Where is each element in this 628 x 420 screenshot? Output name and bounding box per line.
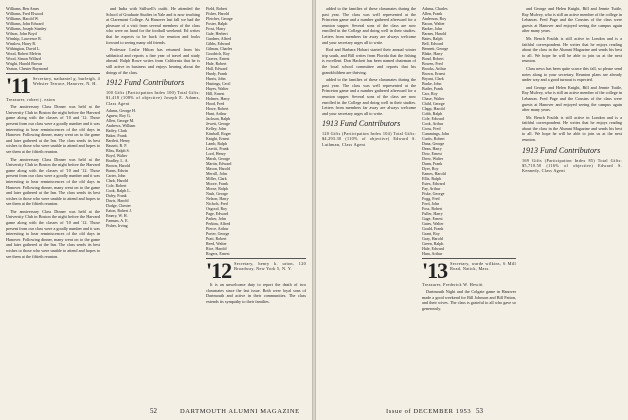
list-item: Gage, Ernest [422,216,443,221]
list-item: Ham, Arthur [422,251,443,256]
list-item: Wright, Harold Brown [6,61,43,66]
class-notes-text: and India with Stillwell's outfit. He attended the School of Graduate Studies in Yale and is now teaching at Claremont College. At Hanover last fall we had the pleasure of a visit from several members of the class who were on hand for the football weekend. Ed writes that he expects to be back for reunion and looks forward to seeing many old friends. [106,6,200,45]
class-treasurer: Treasurer, Frederick W. Hewitt [422,282,483,287]
list-item: Withington, David L. [6,46,41,51]
list-item: Allen, George M. [106,117,135,123]
list-item: Winship, Lawrence R. [6,36,42,41]
list-item: Pratt, Robert [206,236,227,241]
list-item: Williams, Joseph Stanley [6,26,47,31]
list-item: Hill, Ernest [206,91,225,96]
list-item: Parker, John [206,216,226,221]
list-item: Reed, Walter [206,241,227,246]
left-page [0,0,312,420]
class-notes-text: added to the families of these classmates during the past year. The class was well represented at the Princeton game and a number gathered afterward for a reunion supper. Several sons of the class are now enrolled in the College and doing well in their studies. Letters from members far away are always welcome and your secretary urges all to write. [322,6,416,45]
list-item: Hall, Edward [206,66,228,71]
list-item: Jewett, George [206,121,230,126]
list-item: Butler, Frank [422,86,444,91]
list-item: Merrill, John [206,171,227,176]
list-item: Bryant, Clark [422,76,444,81]
list-item: Goodrich, Roy [206,51,230,56]
list-item: Bell, Edward [422,41,444,46]
list-item: Wood, Robert Melvin [6,51,41,56]
list-item: Nelson, Harry [206,196,229,201]
fund-summary: 120 Gifts (Participation Index 104) Total Gifts: $4,293.30 (110% of objective) Edward S. Luthman, Class Agent [322,131,416,147]
list-item: Dow, Ernest [422,151,442,156]
list-item: Harris, John [206,76,226,81]
list-item: Baker, Frank [106,132,127,138]
list-item: Bennett, George [422,46,449,51]
list-item: Clark, Harold [106,177,128,183]
list-item: Marsh, George [206,156,230,161]
list-item: Farnum, A. E. [106,217,129,223]
list-item: Cobb, Ralph [422,111,443,116]
list-item: Miller, Clark [206,176,227,181]
list-item: Ford, John [422,201,440,206]
list-item: Cross, Fred [422,126,441,131]
class-numeral: '12 [206,258,232,283]
list-item: Adams, George H. [106,107,136,113]
class-notes-text: Rod and Barbara Hobart started their annual winter trip south, and Bill writes from Florida that the fishing is excellent. Don Hackett has been named chairman of the local school committee and reports that his grandchildren are thriving. [322,47,416,75]
list-item: Kelley, John [206,126,226,131]
list-item: Fuller, Harry [422,211,443,216]
list-item: Burns, Edwin [106,167,128,173]
right-page [316,0,628,420]
contributor-list [422,6,516,256]
list-item: Andrews, William [106,122,136,128]
list-item: Martin, Edward [206,161,232,166]
list-item: Bond, Robert [422,56,444,61]
list-item: Gilman, Charles [206,46,233,51]
class-notes-text: and George and Helen Knight, Bill and Jennie Tuttle, Ray Mulvey, who is still an active member of the college in Lebanon. Fred Page and the Cousins of the class were guests at Hanover and enjoyed seeing the campus again after many years. [522,84,622,113]
list-item: Burke, John [422,81,442,86]
list-item: Hardy, Frank [206,71,228,76]
contributor-list [106,108,200,228]
list-item: Carter, John [106,172,126,178]
list-item: Cole, Robert [106,182,127,188]
list-item: Fiske, George [422,191,445,196]
list-item: Barker, John [422,26,443,31]
list-item: Emery, W. H. [106,212,128,218]
list-item: Gale, Herbert [206,31,228,36]
left-col-2 [106,6,200,401]
list-item: Rogers, Ernest [206,251,230,256]
list-item: Brown, Harold [106,162,130,168]
list-item: Fogg, Fred [422,196,440,201]
list-item: Foss, Robert [422,206,443,211]
list-item: Brown, Ernest [422,71,446,76]
class-secretary-header: Secretary, warde wilkins, 6 Mill Road, Natick, Mass. [450,261,516,272]
list-item: Morse, Ralph [206,186,228,191]
list-item: Bliss, Ralph S. [106,147,130,153]
contributor-list [206,6,306,256]
class-secretary-header: Secretary, henry k. urion, 120 Broadway, New York 5, N. Y. [234,261,306,272]
list-item: Bates, Ralph [422,36,443,41]
list-item: Page, Edward [206,211,229,216]
list-item: Cook, Ralph L. [106,187,131,193]
class-numeral: '13 [422,258,448,283]
list-item: Agnew, Roy G. [106,112,131,118]
list-item: Williams, Harold W. [6,16,39,21]
list-item: Carr, Roy [422,91,438,96]
list-item: Mason, Harold [206,166,230,171]
class-notes-text: Class news has been quite scarce this fall, so please send notes along to your secretary. Reunion plans are already under way and a good turnout is expected. [522,65,622,83]
list-item: Eaton, Robert J. [106,207,132,213]
list-item: Dodge, Chester [106,202,131,208]
list-item: Fisher, Irving [106,222,128,228]
list-item: Fisher, Harold [206,11,229,16]
page-footer: DARTMOUTH ALUMNI MAGAZINE [180,408,300,415]
page-number: 52 [150,407,157,415]
class-secretary-header: Secretary, nathaniel g. burleigh, 4 Webster Terrace, Hanover, N. H. [32,76,100,87]
list-item: Adams, Charles [422,6,448,11]
class-notes-text: Professor Leslie Hilton has returned from his sabbatical and reports a fine year of travel and study abroad. Ralph Rowe writes from California that he is still active in business and enjoys hearing about the doings of the class. [106,47,200,75]
list-item: Dunn, Frank [422,161,443,166]
list-item: Knight, Ernest [206,136,230,141]
list-item: Cook, Arthur [422,121,444,126]
list-item: Pierce, Arthur [206,226,229,231]
list-item: Williams, John Edward [6,21,44,26]
fund-contributors-title: 1913 Fund Contributors [522,145,601,155]
list-item: Gates, Walter [422,221,444,226]
class-treasurer: Treasurer, robert j. eaton [6,97,55,102]
list-item: Drew, Walter [422,156,444,161]
page-number: 53 [476,407,483,415]
class-notes-text: It is an unwelcome duty to report the death of two classmates since the last issue. Both were loyal sons of Dartmouth and active in their communities. The class extends its sympathy to their families. [206,282,306,304]
list-item: Osgood, Roy [206,206,228,211]
class-notes-text: Dartmouth Night and the Colgate game in Hanover made a good weekend for Bill Johnson and Bill Patton, and their wives. The class is grateful to all who gave so generously. [422,289,516,311]
class-name-list [6,6,100,71]
list-item: Hale, Edward [422,246,444,251]
list-item: Lord, Henry [206,151,226,156]
list-item: Hunt, Arthur [206,111,227,116]
list-item: Winslow, Harry B. [6,41,37,46]
list-item: Hood, Fred [206,101,225,106]
list-item: Williams, Fred Elwood [6,11,44,16]
list-item: Cummings, John [422,131,450,136]
list-item: Perkins, Alfred [206,221,231,226]
list-item: Hastings, Cecil [206,81,231,86]
list-item: Foster, Ralph [206,21,228,26]
list-item: Gould, Frank [422,226,444,231]
list-item: Moore, Frank [206,181,228,186]
list-item: Grant, Roy [422,231,440,236]
list-item: Bartlett, Henry [106,137,130,143]
list-item: Barnes, Harold [422,31,447,36]
list-item: Daley, Frank [106,192,127,198]
list-item: Ellis, Ralph [422,176,441,181]
list-item: Howe, Robert [206,106,229,111]
fund-summary: 100 Gifts (Participation Index 100) Total Gifts: $1,418 (108% of objective) Joseph E. Adams, Class Agent [106,90,200,106]
class-notes-text: added to the families of these classmates during the past year. The class was well represented at the Princeton game and a number gathered afterward for a reunion supper. Several sons of the class are now enrolled in the College and doing well in their studies. Letters from members far away are always welcome and your secretary urges all to write. [322,77,416,116]
list-item: Clapp, Harold [422,106,445,111]
list-item: Eames, Harold [422,171,446,176]
list-item: Wilson, John Boyd [6,31,37,36]
list-item: Wood, Simon Willard [6,56,41,61]
class-notes-text: Mr. Bench Foulds is still active in London and is a faithful correspondent. He writes that he enjoys reading about the class in the Alumni Magazine and sends his best to all. We hope he will be able to join us at the next reunion. [522,114,622,143]
list-item: Anderson, Roy [422,16,447,21]
fund-summary: 169 Gifts (Participation Index 85) Total Gifts: $5,710.50 (116% of objective) Edward S. Kennedy, Class Agent [522,157,622,174]
list-item: Gardner, Alfred [206,36,232,41]
list-item: Lamb, Ralph [206,141,227,146]
list-item: Graves, Ernest [206,56,230,61]
list-item: Allen, Frank [422,11,443,16]
list-item: Hale, Robert [206,61,227,66]
list-item: Brooks, Arthur [422,66,446,71]
list-item: Fletcher, George [206,16,233,21]
list-item: Green, Ralph [422,241,444,246]
class-notes-text: The anniversary Class Dinner was held at the University Club in Boston the night before the Harvard game along with the classes of '10 and '12. Those present from our class were a goodly number and it was interesting to hear reminiscences of the old days in Hanover. Following dinner, many went on to the game and later gathered at the Inn. The class sends its best wishes to those who were unable to attend and hopes to see them at the fiftieth reunion. [6,208,100,259]
list-item: Child, George [422,101,445,106]
list-item: Blake, Harry [422,51,443,56]
class-notes-text: The anniversary Class Dinner was held at the University Club in Boston the night before the Harvard game along with the classes of '10 and '12. Those present from our class were a goodly number and it was interesting to hear reminiscences of the old days in Hanover. Following dinner, many went on to the game and later gathered at the Inn. The class sends its best wishes to those who were unable to attend and hopes to see them at the fiftieth reunion. [6,104,100,154]
list-item: Dyer, Roy [422,166,439,171]
list-item: Leavitt, Frank [206,146,229,151]
list-item: Nash, George [206,191,228,196]
left-col-3 [206,6,306,401]
fund-contributors-title: 1913 Fund Contributors [322,119,401,129]
list-item: Holmes, Harry [206,96,230,101]
list-item: Nichols, Fred [206,201,228,206]
list-item: Gray, Harold [422,236,443,241]
list-item: Frost, Harry [206,26,226,31]
class-numeral: '11 [6,73,30,98]
list-item: Chase, Walter [422,96,445,101]
list-item: Field, Robert [206,6,228,11]
class-notes-text: Mr. Bench Foulds is still active in London and is a faithful correspondent. He writes that he enjoys reading about the class in the Alumni Magazine and sends his best to all. We hope he will be able to join us at the next reunion. [522,35,622,64]
list-item: Curtis, Robert [422,136,445,141]
class-notes-text: and George and Helen Knight, Bill and Jennie Tuttle, Ray Mulvey, who is still an active member of the college in Lebanon. Fred Page and the Cousins of the class were guests at Hanover and enjoyed seeing the campus again after many years. [522,6,622,34]
list-item: Cole, Edward [422,116,444,121]
list-item: Davis, Harold [106,197,129,203]
fund-contributors-title: 1912 Fund Contributors [106,78,185,88]
list-item: Boyd, Walter [106,152,128,158]
list-item: Estes, Edward [422,181,445,186]
list-item: Porter, George [206,231,230,236]
list-item: Jackson, Ralph [206,116,231,121]
list-item: Hayes, Walter [206,86,229,91]
page-footer: Issue of DECEMBER 1953 [386,408,472,415]
list-item: Kimball, Roger [206,131,231,136]
list-item: Williams, Ben Ames [6,6,40,11]
list-item: Rice, Harold [206,246,227,251]
list-item: Bowen, Fred [422,61,443,66]
list-item: Bailey, Clark [106,127,128,133]
list-item: Dean, Harry [422,146,442,151]
left-col-1 [6,6,100,401]
list-item: Fay, Arthur [422,186,441,191]
right-col-1 [322,6,416,401]
list-item: Gibbs, Edward [206,41,230,46]
right-col-2 [422,6,516,401]
class-notes-text: The anniversary Class Dinner was held at the University Club in Boston the night before the Harvard game along with the classes of '10 and '12. Those present from our class were a goodly number and it was interesting to hear reminiscences of the old days in Hanover. Following dinner, many went on to the game and later gathered at the Inn. The class sends its best wishes to those who were unable to attend and hopes to see them at the fiftieth reunion. [6,156,100,207]
list-item: Dana, George [422,141,445,146]
list-item: Yeaton, Chester Raymond [6,66,48,71]
list-item: Bacon, Walter [422,21,445,26]
list-item: Bradley, L. A. [106,157,129,163]
list-item: Bassett, R. P. [106,142,128,148]
right-col-3 [522,6,622,401]
